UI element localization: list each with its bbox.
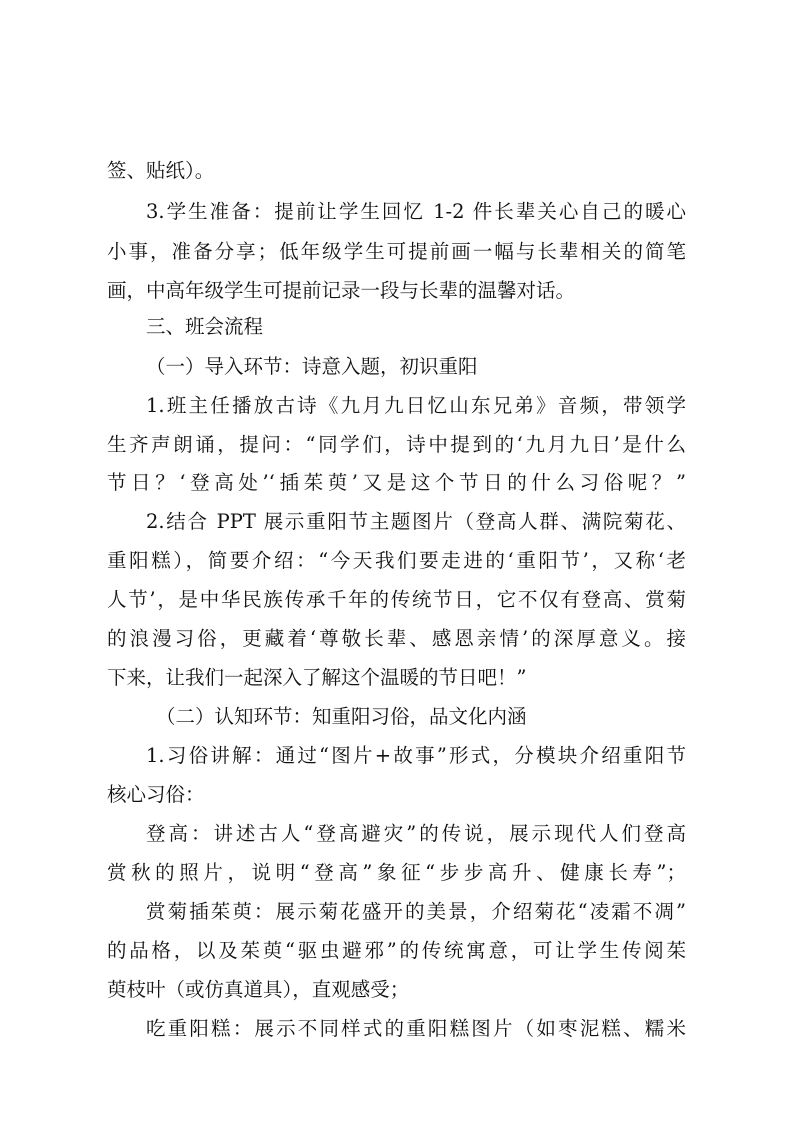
- text-line: 赏菊插茱萸：展示菊花盛开的美景，介绍菊花“凌霜不凋”: [146, 900, 686, 923]
- text-line: 重阳糕），简要介绍：“今天我们要走进的‘重阳节’，又称‘老: [107, 549, 686, 572]
- text-line: 登高：讲述古人“登高避灾”的传说，展示现代人们登高: [146, 822, 686, 845]
- text-line: 赏秋的照片，说明“登高”象征“步步高升、健康长寿”；: [107, 861, 686, 884]
- text-line: 1.班主任播放古诗《九月九日忆山东兄弟》音频，带领学: [146, 394, 686, 417]
- text-line: 3.学生准备：提前让学生回忆 1-2 件长辈关心自己的暖心: [146, 200, 686, 223]
- text-line: 下来，让我们一起深入了解这个温暖的节日吧！”: [107, 666, 527, 689]
- text-line: 1.习俗讲解：通过“图片+故事”形式，分模块介绍重阳节: [146, 744, 686, 767]
- subsection-heading: （二）认知环节：知重阳习俗，品文化内涵: [156, 705, 527, 728]
- text-line: 签、贴纸）。: [107, 159, 215, 182]
- section-heading: 三、班会流程: [146, 315, 264, 338]
- text-line: 的品格，以及茱萸“驱虫避邪”的传统寓意，可让学生传阅茱: [107, 939, 686, 962]
- text-line: 萸枝叶（或仿真道具），直观感受；: [107, 978, 410, 1001]
- text-line: 2.结合 PPT 展示重阳节主题图片（登高人群、满院菊花、: [146, 510, 686, 533]
- text-line: 画，中高年级学生可提前记录一段与长辈的温馨对话。: [107, 279, 576, 302]
- text-line: 人节’，是中华民族传承千年的传统节日，它不仅有登高、赏菊: [107, 588, 686, 611]
- text-line: 小事，准备分享；低年级学生可提前画一幅与长辈相关的简笔: [107, 240, 686, 263]
- text-line: 吃重阳糕：展示不同样式的重阳糕图片（如枣泥糕、糯米: [146, 1017, 686, 1040]
- text-line: 生齐声朗诵，提问：“同学们，诗中提到的‘九月九日’是什么: [107, 433, 686, 456]
- text-line: 节日？‘登高处’‘插茱萸’又是这个节日的什么习俗呢？”: [107, 471, 686, 494]
- text-line: 核心习俗：: [107, 783, 205, 806]
- text-line: 的浪漫习俗，更藏着‘尊敬长辈、感恩亲情’的深厚意义。接: [107, 627, 686, 650]
- subsection-heading: （一）导入环节：诗意入题，初识重阳: [146, 355, 478, 378]
